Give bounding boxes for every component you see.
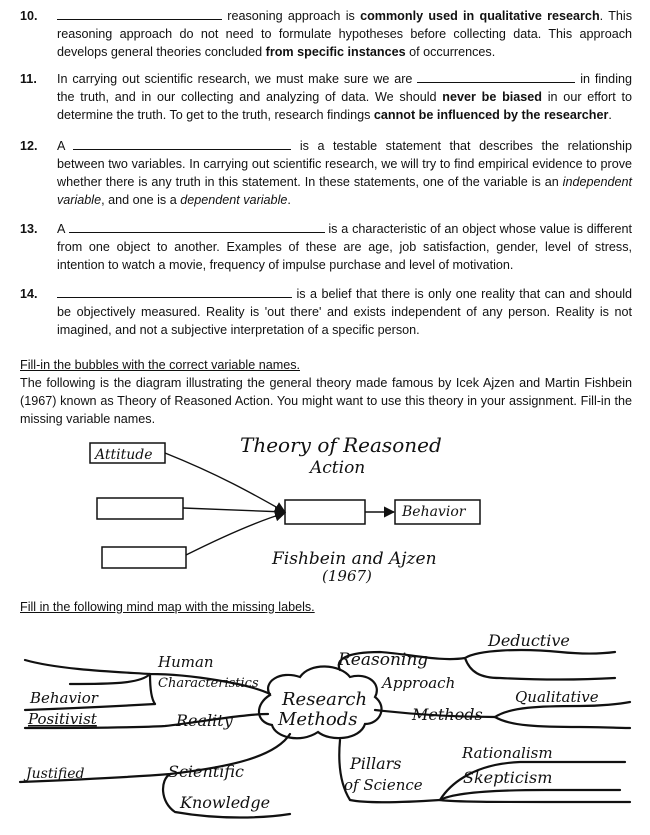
question-number: 10. <box>20 9 38 23</box>
tra-title-line1: Theory of Reasoned <box>240 433 442 457</box>
mm-pillars-line2: of Science <box>344 776 423 794</box>
mm-human-line1: Human <box>158 653 214 671</box>
question-11: 11. In carrying out scientific research, we must make sure we are in finding the truth, and in our collecting and analyzing of data. We should never be biased in our effort to determine the truth. To get to the truth, research findings cannot be influenced by the researcher. <box>20 72 632 122</box>
empty-variable-box-2[interactable] <box>102 547 186 568</box>
mm-positivist: Positivist <box>28 710 97 728</box>
answer-blank[interactable] <box>73 137 291 150</box>
mm-center-line2: Methods <box>278 709 358 730</box>
tra-title-line2: Action <box>310 458 366 478</box>
mindmap-section <box>20 598 632 616</box>
empty-variable-box-1[interactable] <box>97 498 183 519</box>
question-13: 13. A is a characteristic of an object whose value is different from one object to another. Examples of these are age, job satisfaction, gender, level of stress, intention to watch a movie, frequency of impulse purchase and level of motivation. <box>20 222 632 272</box>
tra-year: (1967) <box>322 567 372 585</box>
answer-blank[interactable] <box>69 220 325 233</box>
tra-diagram <box>0 430 650 590</box>
mm-deductive: Deductive <box>488 631 570 650</box>
mm-rationalism: Rationalism <box>462 744 553 762</box>
answer-blank[interactable] <box>57 7 222 20</box>
mm-justified: Justified <box>26 766 85 782</box>
mm-reality: Reality <box>176 711 233 730</box>
mm-qualitative: Qualitative <box>515 688 599 706</box>
question-14: 14. is a belief that there is only one reality that can and should be objectively measured. Reality is 'out there' and exists independent of any person. Reality is not imagined, and not a subjective interpretation of a specific person. <box>20 287 632 337</box>
mm-pillars-line1: Pillars <box>350 754 402 773</box>
mm-behavior: Behavior <box>30 689 98 707</box>
mind-map <box>0 622 650 832</box>
attitude-label: Attitude <box>95 447 153 463</box>
mm-methods: Methods <box>412 705 483 724</box>
question-number: 11. <box>20 72 37 86</box>
answer-blank[interactable] <box>417 70 575 83</box>
tra-authors: Fishbein and Ajzen <box>272 549 437 569</box>
mm-center-line1: Research <box>282 689 368 710</box>
section-title: Fill-in the bubbles with the correct variable names. <box>20 358 300 372</box>
mm-scientific: Scientific <box>168 762 244 781</box>
section-title: Fill in the following mind map with the missing labels. <box>20 600 315 614</box>
question-10: 10. reasoning approach is commonly used in qualitative research. This reasoning approach do not need to formulate hypotheses before collecting data. This approach develops general theories concluded from specific instances of occurrences. <box>20 9 632 59</box>
arrow-box2 <box>186 513 285 555</box>
section-text: The following is the diagram illustrating the general theory made famous by Icek Ajzen and Martin Fishbein (1967) known as Theory of Reasoned Action. You might want to use this theory in your assignment. Fill-in the missing variable names. <box>20 376 632 426</box>
arrow-box1 <box>183 508 285 512</box>
behavior-label: Behavior <box>402 504 466 520</box>
question-number: 13. <box>20 222 38 236</box>
mm-approach: Approach <box>382 674 456 692</box>
mm-human-line2: Characteristics <box>158 676 259 691</box>
answer-blank[interactable] <box>57 285 292 298</box>
question-12: 12. A is a testable statement that describes the relationship between two variables. In carrying out scientific research, we will try to find empirical evidence to prove whether there is any truth in this statement. In these statements, one of the variable is an independent variable, and one is a dependent variable. <box>20 139 632 207</box>
mm-knowledge: Knowledge <box>180 793 271 812</box>
question-number: 14. <box>20 287 38 301</box>
question-number: 12. <box>20 139 38 153</box>
mm-skepticism: Skepticism <box>463 768 553 787</box>
empty-intention-box[interactable] <box>285 500 365 524</box>
mm-reasoning: Reasoning <box>338 650 429 670</box>
bubbles-section <box>20 356 632 428</box>
